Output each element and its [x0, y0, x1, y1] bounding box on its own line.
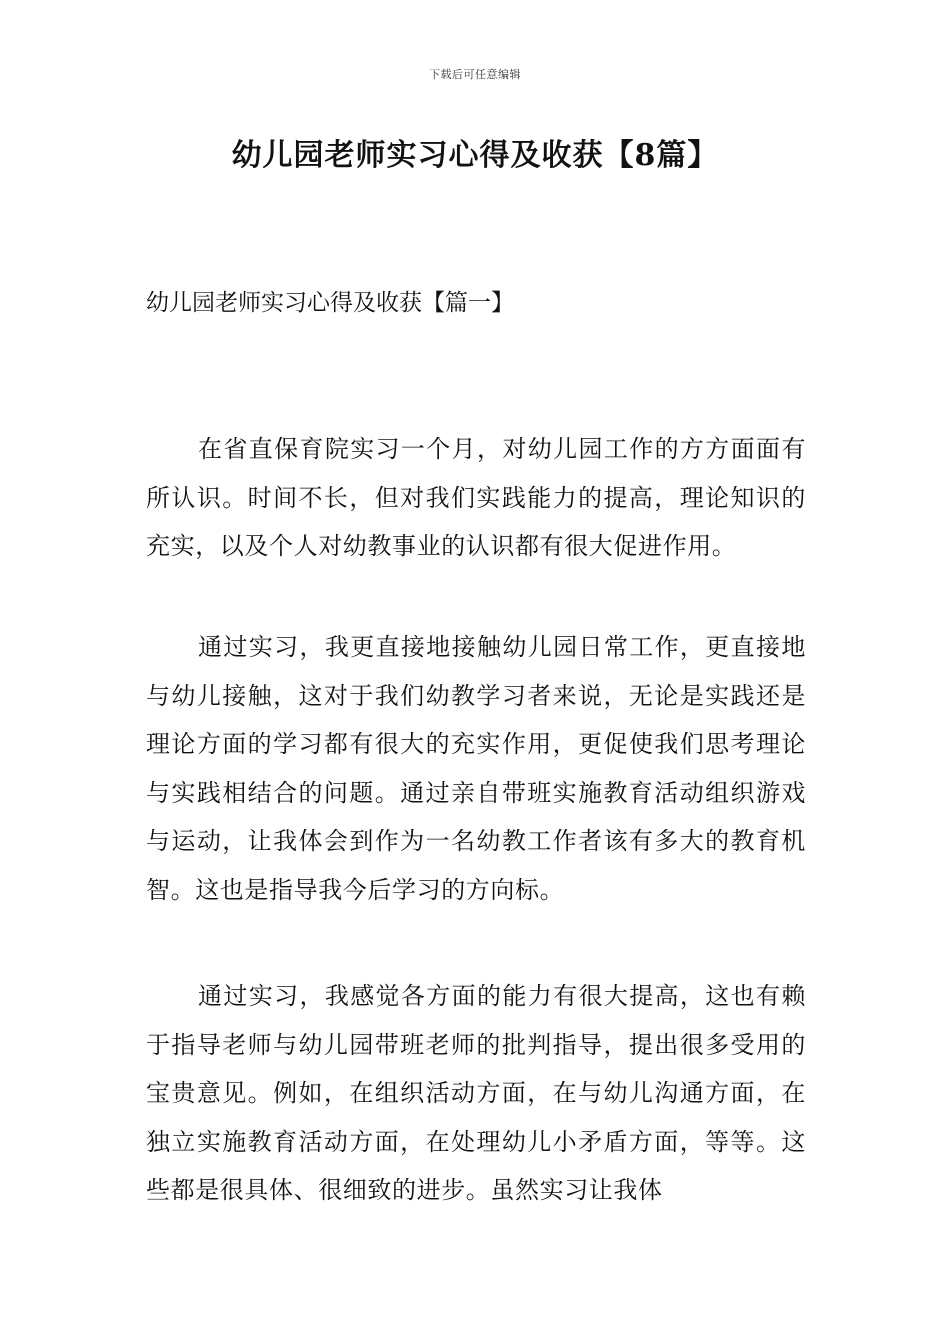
paragraph-block-2	[146, 623, 806, 914]
paragraph-block-1	[146, 425, 806, 571]
paragraph: 通过实习，我更直接地接触幼儿园日常工作，更直接地与幼儿接触，这对于我们幼教学习者来说，无论是实践还是理论方面的学习都有很大的充实作用，更促使我们思考理论与实践相结合的问题。通过亲自带班实施教育活动组织游戏与运动，让我体会到作为一名幼教工作者该有多大的教育机智。这也是指导我今后学习的方向标。	[146, 633, 806, 904]
paragraph: 在省直保育院实习一个月，对幼儿园工作的方方面面有所认识。时间不长，但对我们实践能力的提高，理论知识的充实，以及个人对幼教事业的认识都有很大促进作用。	[146, 435, 806, 560]
section-heading: 幼儿园老师实习心得及收获【篇一】	[146, 290, 514, 316]
document-title: 幼儿园老师实习心得及收获【8篇】	[231, 138, 719, 173]
header-note: 下载后可任意编辑	[429, 68, 521, 81]
paragraph: 通过实习，我感觉各方面的能力有很大提高，这也有赖于指导老师与幼儿园带班老师的批判指导，提出很多受用的宝贵意见。例如，在组织活动方面，在与幼儿沟通方面，在独立实施教育活动方面，在处理幼儿小矛盾方面，等等。这些都是很具体、很细致的进步。虽然实习让我体	[146, 982, 806, 1204]
paragraph-block-3	[146, 972, 806, 1215]
